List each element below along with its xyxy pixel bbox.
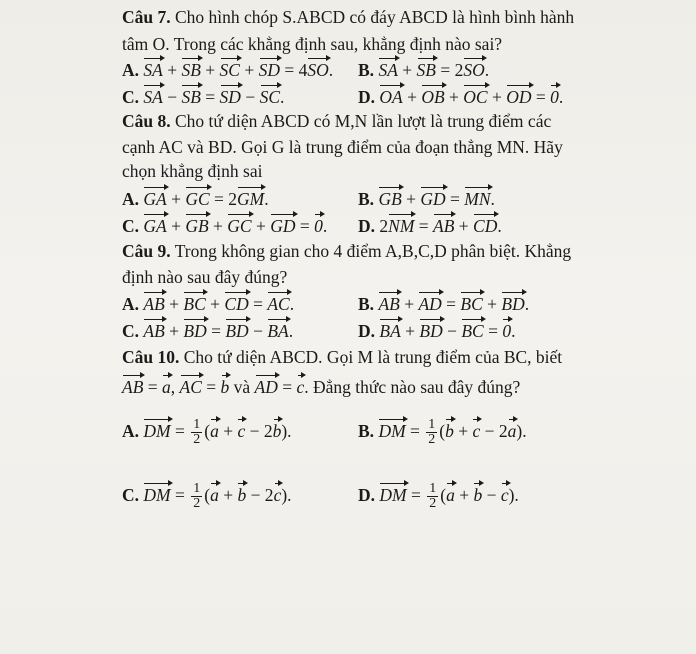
q8-option-d: D. 2NM = AB + CD. — [358, 213, 502, 237]
q9-option-d: D. BA + BD − BC = 0. — [358, 318, 515, 342]
q8-option-a: A. GA + GC = 2GM. — [122, 186, 269, 210]
q7-option-d: D. OA + OB + OC + OD = 0. — [358, 84, 563, 108]
q9-label: Câu 9. — [122, 241, 171, 261]
q7-option-c: C. SA − SB = SD − SC. — [122, 84, 284, 108]
q8-stem-3: chọn khẳng định sai — [122, 161, 263, 181]
q7-option-d-expr: OA + OB + OC + OD = 0. — [379, 87, 563, 107]
q7-stem-1: Cho hình chóp S.ABCD có đáy ABCD là hình bình hành — [175, 7, 575, 27]
q7-option-a-expr: SA + SB + SC + SD = 4SO. — [143, 60, 333, 80]
q8-line1 — [122, 110, 551, 132]
q8-option-c: C. GA + GB + GC + GD = 0. — [122, 213, 327, 237]
q9-option-b: B. AB + AD = BC + BD. — [358, 291, 529, 315]
q9-option-c-expr: AB + BD = BD − BA. — [143, 321, 293, 341]
q7-option-c-expr: SA − SB = SD − SC. — [143, 87, 284, 107]
q9-option-a: A. AB + BC + CD = AC. — [122, 291, 294, 315]
q10-option-c: C. DM = $\frac{1}{2}$ (a + b − 2c). — [122, 481, 292, 512]
q10-option-b-expr: DM = $\frac{1}{2}$ (b + c − 2a). — [378, 417, 527, 448]
q9-line1 — [122, 240, 571, 262]
q10-option-a-expr: DM = $\frac{1}{2}$ (a + c − 2b). — [143, 417, 292, 448]
q10-option-a: A. DM = $\frac{1}{2}$ (a + c − 2b). — [122, 417, 292, 448]
q8-label: Câu 8. — [122, 111, 171, 131]
q10-stem-2: AB = a, AC = b và AD = c. Đẳng thức nào sau đây đúng? — [122, 374, 520, 398]
q9-stem-1: Trong không gian cho 4 điểm A,B,C,D phân biệt. Khẳng — [174, 241, 572, 261]
q10-option-d: D. DM = $\frac{1}{2}$ (a + b − c). — [358, 481, 519, 512]
q7-stem-2: tâm O. Trong các khẳng định sau, khẳng định nào sai? — [122, 34, 503, 54]
q9-stem-2: định nào sau đây đúng? — [122, 267, 288, 287]
q8-option-b-expr: GB + GD = MN. — [378, 189, 494, 209]
q10-option-c-expr: DM = $\frac{1}{2}$ (a + b − 2c). — [143, 481, 292, 512]
q7-option-a: A. SA + SB + SC + SD = 4SO. — [122, 57, 333, 81]
q7-option-b-expr: SA + SB = 2SO. — [378, 60, 489, 80]
q8-stem-2: cạnh AC và BD. Gọi G là trung điểm của đoạn thẳng MN. Hãy — [122, 137, 563, 157]
q7-option-b: B. SA + SB = 2SO. — [358, 57, 489, 81]
q9-option-c: C. AB + BD = BD − BA. — [122, 318, 293, 342]
q9-option-b-expr: AB + AD = BC + BD. — [378, 294, 529, 314]
q7-label: Câu 7. — [122, 7, 171, 27]
q10-option-d-expr: DM = $\frac{1}{2}$ (a + b − c). — [379, 481, 519, 512]
q8-option-b: B. GB + GD = MN. — [358, 186, 495, 210]
q8-option-a-expr: GA + GC = 2GM. — [143, 189, 268, 209]
q10-option-b: B. DM = $\frac{1}{2}$ (b + c − 2a). — [358, 417, 527, 448]
q10-stem-1: Cho tứ diện ABCD. Gọi M là trung điểm của BC, biết — [183, 347, 563, 367]
q8-option-c-expr: GA + GB + GC + GD = 0. — [143, 216, 327, 236]
q7-line1 — [122, 6, 574, 28]
q8-option-d-expr: 2NM = AB + CD. — [379, 216, 501, 236]
q10-line1 — [122, 346, 562, 368]
q10-label: Câu 10. — [122, 347, 180, 367]
q8-stem-1: Cho tứ diện ABCD có M,N lần lượt là trung điểm các — [175, 111, 552, 131]
q9-option-a-expr: AB + BC + CD = AC. — [143, 294, 294, 314]
q9-option-d-expr: BA + BD − BC = 0. — [379, 321, 515, 341]
